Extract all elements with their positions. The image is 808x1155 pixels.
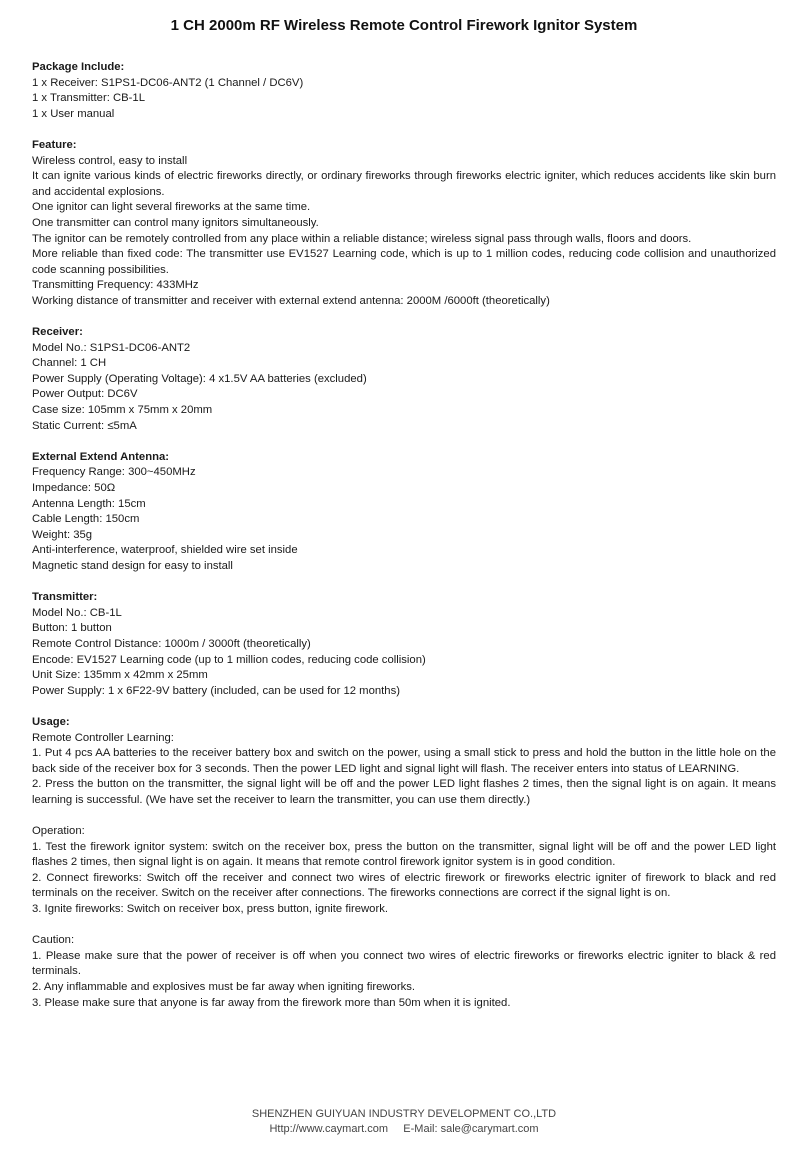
section-line: 1 x User manual	[32, 107, 115, 120]
section-heading: Receiver:	[32, 326, 83, 339]
section-heading: Transmitter:	[32, 591, 98, 604]
section-line: Cable Length: 150cm	[32, 513, 140, 526]
section-line: 1 x Receiver: S1PS1-DC06-ANT2 (1 Channel / DC6V)	[32, 76, 304, 89]
section-line: Caution:	[32, 934, 75, 947]
section-line: 2. Press the button on the transmitter, the signal light will be off and the power LED light flashes 2 times, then the signal light is on again. It means learning is successful. (We have set the receiver to learn the transmitter, you can use them directly.)	[32, 778, 776, 806]
section-line: The ignitor can be remotely controlled from any place within a reliable distance; wireless signal pass through walls, floors and doors.	[32, 232, 692, 245]
section-line: Remote Controller Learning:	[32, 731, 174, 744]
section-line: 3. Ignite fireworks: Switch on receiver box, press button, ignite firework.	[32, 903, 389, 916]
section-line: Magnetic stand design for easy to install	[32, 560, 233, 572]
section-line: 2. Connect fireworks: Switch off the receiver and connect two wires of electric firework or fireworks electric igniter of firework to black and red terminals on the receiver. Switch on the receiver after connections. The fireworks connections are correct if the signal light is on.	[32, 871, 776, 900]
section-line: 1. Test the firework ignitor system: switch on the receiver box, press the button on the transmitter, signal light will be off and the power LED light flashes 2 times, then signal light is on again. It means that remote control firework ignitor system is in good condition.	[32, 840, 776, 869]
section-heading: Feature:	[32, 138, 77, 151]
document-body	[32, 60, 776, 1011]
section-line: Frequency Range: 300~450MHz	[32, 466, 196, 479]
section	[32, 138, 776, 310]
section-line: 2. Any inflammable and explosives must be far away when igniting fireworks.	[32, 981, 416, 994]
section-heading: Package Include:	[32, 61, 125, 73]
section-line: More reliable than fixed code: The transmitter use EV1527 Learning code, which is up to 1 million codes, reducing code collision and unauthorized code scanning possibilities.	[32, 248, 776, 276]
section-line: Case size: 105mm x 75mm x 20mm	[32, 404, 213, 417]
section-line: Anti-interference, waterproof, shielded wire set inside	[32, 544, 298, 557]
section-line: 1. Please make sure that the power of receiver is off when you connect two wires of electric fireworks or fireworks electric igniter to black & red terminals.	[32, 949, 776, 978]
section	[32, 824, 776, 918]
section	[32, 590, 776, 699]
section-line: 1. Put 4 pcs AA batteries to the receiver battery box and switch on the power, using a small stick to press and hold the button in the little hole on the back side of the receiver box for 3 seconds. Then the power LED light and signal light will flash. The receiver enters into status of LEARNING.	[32, 747, 776, 775]
section-line: One ignitor can light several fireworks at the same time.	[32, 201, 311, 214]
section-line: Button: 1 button	[32, 622, 112, 635]
document-page	[32, 0, 776, 1027]
footer-contact: Http://www.caymart.com E-Mail: sale@carymart.com	[269, 1122, 539, 1135]
section-line: Remote Control Distance: 1000m / 3000ft (theoretically)	[32, 637, 311, 650]
section-line: Antenna Length: 15cm	[32, 497, 146, 510]
section-line: Wireless control, easy to install	[32, 154, 188, 167]
section-line: Channel: 1 CH	[32, 357, 107, 370]
section	[32, 715, 776, 809]
section-line: Working distance of transmitter and receiver with external extend antenna: 2000M /6000ft (theoretically)	[32, 294, 550, 307]
section-line: Unit Size: 135mm x 42mm x 25mm	[32, 669, 208, 682]
section-line: One transmitter can control many ignitors simultaneously.	[32, 216, 319, 229]
section	[32, 933, 776, 1011]
section-line: 1 x Transmitter: CB-1L	[32, 92, 146, 105]
section-line: Static Current: ≤5mA	[32, 419, 137, 432]
section-line: Impedance: 50Ω	[32, 482, 116, 495]
section-line: Encode: EV1527 Learning code (up to 1 million codes, reducing code collision)	[32, 653, 426, 666]
section-line: Transmitting Frequency: 433MHz	[32, 279, 199, 292]
section-line: 3. Please make sure that anyone is far away from the firework more than 50m when it is ignited.	[32, 996, 511, 1009]
section-line: Power Supply: 1 x 6F22-9V battery (included, can be used for 12 months)	[32, 684, 400, 697]
section-line: Operation:	[32, 825, 85, 838]
section-line: Weight: 35g	[32, 528, 93, 541]
section-line: Model No.: CB-1L	[32, 606, 122, 619]
section-heading: External Extend Antenna:	[32, 450, 170, 463]
section	[32, 325, 776, 434]
section-line: Power Supply (Operating Voltage): 4 x1.5V AA batteries (excluded)	[32, 372, 367, 385]
document-title: 1 CH 2000m RF Wireless Remote Control Firework Ignitor System	[170, 17, 638, 34]
section-line: Power Output: DC6V	[32, 388, 138, 401]
section-heading: Usage:	[32, 715, 70, 728]
section	[32, 60, 776, 122]
section-line: Model No.: S1PS1-DC06-ANT2	[32, 341, 191, 354]
section	[32, 450, 776, 575]
section-line: It can ignite various kinds of electric fireworks directly, or ordinary fireworks through fireworks electric igniter, which reduces accidents like skin burn and accidental explosions.	[32, 170, 776, 198]
page-footer	[0, 1107, 808, 1136]
footer-company: SHENZHEN GUIYUAN INDUSTRY DEVELOPMENT CO.,LTD	[251, 1108, 557, 1120]
